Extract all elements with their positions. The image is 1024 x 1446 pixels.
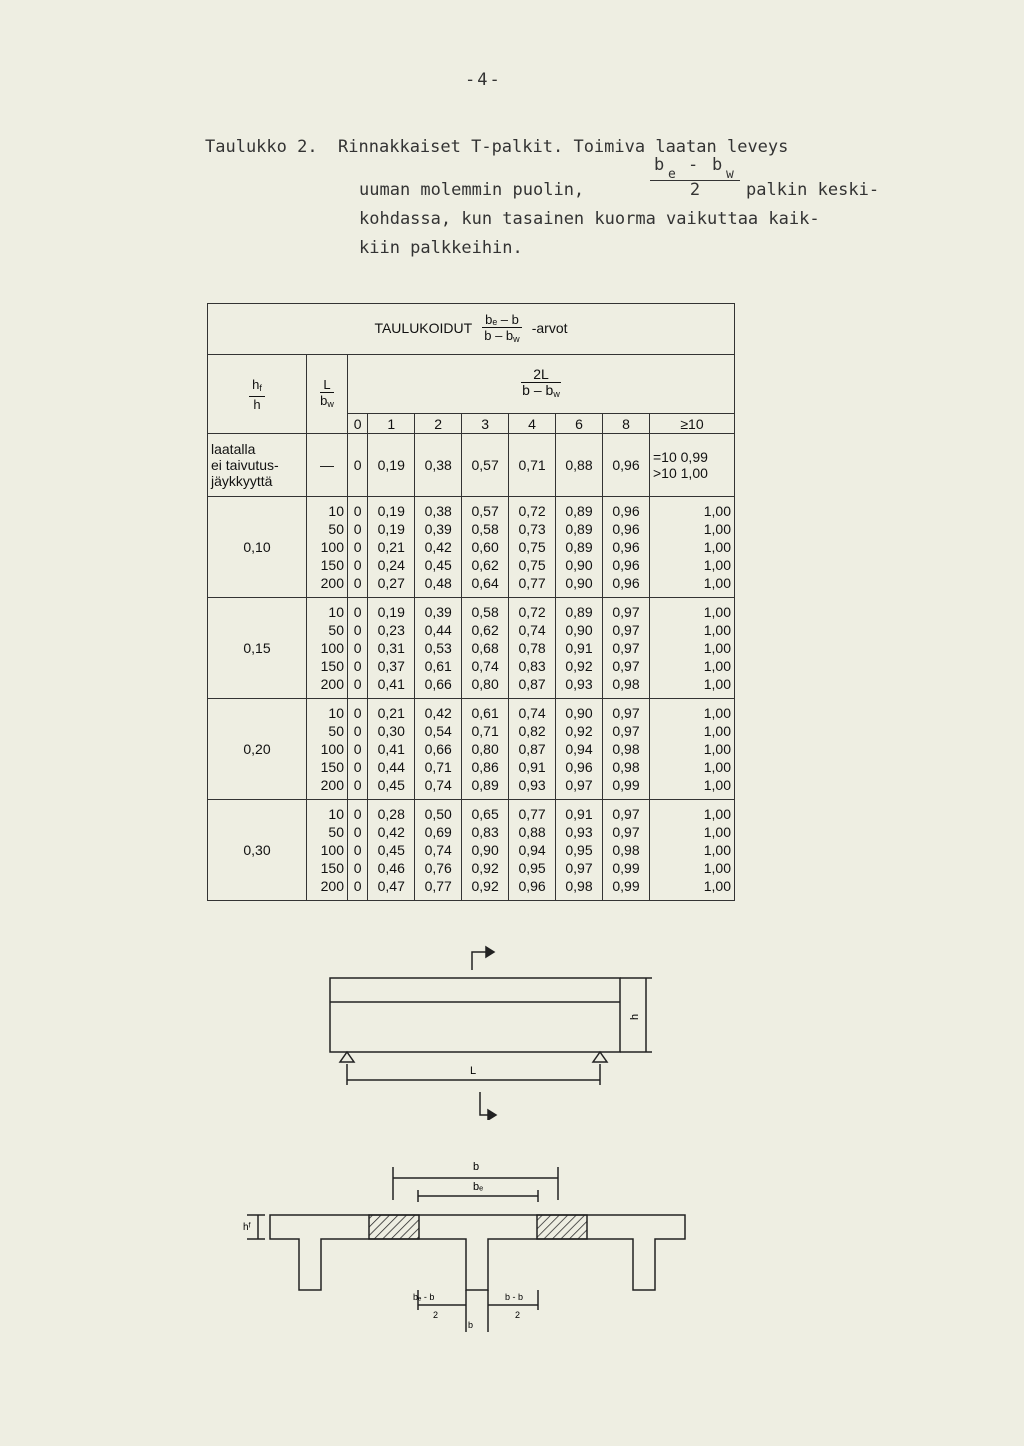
table-cell: 0,74 xyxy=(471,658,499,674)
group-column xyxy=(602,800,649,901)
table-cell: 1,00 xyxy=(703,539,731,555)
table-cell: 0,98 xyxy=(565,878,593,894)
table-cell: 0,73 xyxy=(518,521,546,537)
table-cell: 0,96 xyxy=(612,557,640,573)
group-column xyxy=(650,598,735,699)
group-column xyxy=(509,800,556,901)
2l-header: $\frac{2L}{b - b_w}$ xyxy=(348,355,735,414)
table-cell: 0,41 xyxy=(377,676,405,692)
bw-ratio-table xyxy=(207,303,735,901)
bw-label: b xyxy=(468,1320,474,1330)
table-cell: 200 xyxy=(320,676,344,692)
table-cell: 0,45 xyxy=(377,842,405,858)
group-column xyxy=(602,699,649,800)
table-cell: 0 xyxy=(353,640,362,656)
be-label: bₑ xyxy=(473,1181,484,1193)
table-cell: 0,99 xyxy=(612,878,640,894)
table-cell: 0 xyxy=(353,723,362,739)
table-cell: 0,42 xyxy=(424,539,452,555)
table-cell: 0,71 xyxy=(424,759,452,775)
table-cell: 0,28 xyxy=(377,806,405,822)
beam-outline xyxy=(330,978,620,1052)
group-column xyxy=(650,800,735,901)
column-header: ≥10 xyxy=(650,414,735,434)
table-group xyxy=(208,800,735,901)
table-cell: 0,77 xyxy=(518,806,546,822)
hf-h-value: 0,10 xyxy=(208,497,307,598)
table-cell: 0,92 xyxy=(565,658,593,674)
table-cell: 0 xyxy=(353,777,362,793)
table-cell: 0 xyxy=(353,575,362,591)
group-column xyxy=(509,598,556,699)
left-frac-den: 2 xyxy=(433,1310,439,1320)
right-frac-den: 2 xyxy=(515,1310,521,1320)
table-cell: 0,74 xyxy=(518,705,546,721)
table-cell: 0,97 xyxy=(612,640,640,656)
group-column xyxy=(348,497,368,598)
table-title: TAULUKOIDUT $\frac{\text{bₑ – b}}{b - b_w}$ -arvot xyxy=(208,304,735,355)
table-cell: 1,00 xyxy=(703,658,731,674)
hf-h-value: 0,15 xyxy=(208,598,307,699)
table-cell: 0,72 xyxy=(518,503,546,519)
group-column xyxy=(602,497,649,598)
rigid-dash: — xyxy=(307,434,348,497)
table-cell: 0,97 xyxy=(565,860,593,876)
table-cell: 0,97 xyxy=(612,723,640,739)
table-cell: 0,97 xyxy=(612,622,640,638)
table-cell: 0,41 xyxy=(377,741,405,757)
table-cell: 0,74 xyxy=(518,622,546,638)
table-cell: 0,97 xyxy=(612,806,640,822)
table-cell: 200 xyxy=(320,878,344,894)
table-cell: 100 xyxy=(320,640,344,656)
table-cell: 50 xyxy=(328,521,344,537)
table-cell: 0,96 xyxy=(612,503,640,519)
table-cell: 0,92 xyxy=(471,878,499,894)
table-cell: 0,94 xyxy=(565,741,593,757)
rigid-last-cell: =10 0,99 >10 1,00 xyxy=(650,434,735,497)
group-column xyxy=(462,497,509,598)
table-cell: 0,19 xyxy=(377,503,405,519)
table-cell: 0,96 xyxy=(612,521,640,537)
table-cell: 0,96 xyxy=(612,539,640,555)
table-cell: 0,90 xyxy=(565,575,593,591)
table-cell: 0,77 xyxy=(518,575,546,591)
table-cell: 0,39 xyxy=(424,604,452,620)
hf-label: hᶠ xyxy=(243,1222,251,1233)
table-cell: 0,30 xyxy=(377,723,405,739)
table-cell: 0 xyxy=(353,860,362,876)
table-cell: 0,89 xyxy=(565,604,593,620)
table-cell: 0 xyxy=(353,658,362,674)
table-cell: 0,97 xyxy=(612,604,640,620)
group-column xyxy=(602,598,649,699)
table-cell: 150 xyxy=(320,658,344,674)
table-cell: 0 xyxy=(353,741,362,757)
table-cell: 0,39 xyxy=(424,521,452,537)
table-cell: 150 xyxy=(320,759,344,775)
b-label: b xyxy=(473,1161,480,1173)
table-cell: 0,97 xyxy=(565,777,593,793)
table-cell: 0,61 xyxy=(471,705,499,721)
table-cell: 0,98 xyxy=(612,842,640,858)
hf-h-header: $\frac{h_f}{h}$ xyxy=(208,355,307,434)
table-group xyxy=(208,699,735,800)
table-cell: 0,76 xyxy=(424,860,452,876)
table-cell: 0,19 xyxy=(377,604,405,620)
table-cell: 10 xyxy=(328,503,344,519)
table-cell: 0 xyxy=(353,503,362,519)
caption-line-4: kiin palkkeihin. xyxy=(359,238,523,258)
table-cell: 0,74 xyxy=(424,842,452,858)
table-cell: 0,88 xyxy=(518,824,546,840)
column-header: 6 xyxy=(556,414,603,434)
section-arrow-top xyxy=(486,947,494,957)
table-cell: 0,65 xyxy=(471,806,499,822)
table-cell: 0,60 xyxy=(471,539,499,555)
table-cell: 0,96 xyxy=(565,759,593,775)
table-cell: 10 xyxy=(328,806,344,822)
column-header: 3 xyxy=(462,414,509,434)
table-cell: 0,94 xyxy=(518,842,546,858)
table-cell: 1,00 xyxy=(703,705,731,721)
group-column xyxy=(650,699,735,800)
group-column xyxy=(415,699,462,800)
table-cell: 200 xyxy=(320,575,344,591)
table-cell: 0,19 xyxy=(377,521,405,537)
table-cell: 0 xyxy=(353,604,362,620)
page-number: -4- xyxy=(465,70,502,90)
caption-line-2-end: palkin keski- xyxy=(746,180,880,200)
table-cell: 0,80 xyxy=(471,741,499,757)
table-cell: 1,00 xyxy=(703,777,731,793)
table-cell: 0,66 xyxy=(424,676,452,692)
table-cell: 1,00 xyxy=(703,676,731,692)
group-column xyxy=(415,598,462,699)
table-cell: 0,58 xyxy=(471,521,499,537)
table-cell: 0,75 xyxy=(518,557,546,573)
group-column xyxy=(348,699,368,800)
table-cell: 0,98 xyxy=(612,676,640,692)
hf-h-value: 0,20 xyxy=(208,699,307,800)
table-cell: 0,87 xyxy=(518,676,546,692)
right-frac-num: b - b xyxy=(505,1292,524,1302)
table-cell: 0,80 xyxy=(471,676,499,692)
table-cell: 1,00 xyxy=(703,741,731,757)
table-cell: 0,71 xyxy=(471,723,499,739)
caption-line-1: Taulukko 2. Rinnakkaiset T-palkit. Toimiva laatan leveys xyxy=(205,137,789,157)
column-header: 1 xyxy=(368,414,415,434)
table-title-row xyxy=(208,304,735,355)
left-frac-num: bₑ - b xyxy=(413,1292,435,1302)
hf-h-value: 0,30 xyxy=(208,800,307,901)
tbeam-outline xyxy=(270,1215,685,1290)
table-cell: 0,72 xyxy=(518,604,546,620)
group-column xyxy=(556,598,603,699)
table-cell: 0,87 xyxy=(518,741,546,757)
hatch-right xyxy=(537,1215,587,1239)
table-cell: 0 xyxy=(353,539,362,555)
table-cell: 0,96 xyxy=(518,878,546,894)
table-cell: 0,53 xyxy=(424,640,452,656)
table-cell: 0,74 xyxy=(424,777,452,793)
table-cell: 0,69 xyxy=(424,824,452,840)
table-cell: 0,93 xyxy=(565,824,593,840)
table-cell: 0,38 xyxy=(424,503,452,519)
table-cell: 1,00 xyxy=(703,521,731,537)
table-cell: 0,62 xyxy=(471,622,499,638)
column-header: 2 xyxy=(415,414,462,434)
group-column xyxy=(348,800,368,901)
table-cell: 0,21 xyxy=(377,705,405,721)
group-column xyxy=(556,699,603,800)
table-cell: 0,91 xyxy=(518,759,546,775)
table-cell: 0 xyxy=(353,557,362,573)
table-cell: 0,99 xyxy=(612,777,640,793)
table-cell: 0,78 xyxy=(518,640,546,656)
table-cell: 0 xyxy=(353,806,362,822)
table-cell: 0,99 xyxy=(612,860,640,876)
table-cell: 0,58 xyxy=(471,604,499,620)
table-cell: 150 xyxy=(320,557,344,573)
table-cell: 1,00 xyxy=(703,842,731,858)
table-cell: 0,95 xyxy=(518,860,546,876)
table-cell: 0,21 xyxy=(377,539,405,555)
table-cell: 1,00 xyxy=(703,860,731,876)
table-group xyxy=(208,497,735,598)
caption-line-2-start: uuman molemmin puolin, xyxy=(359,180,585,200)
table-cell: 1,00 xyxy=(703,824,731,840)
table-cell: 1,00 xyxy=(703,557,731,573)
table-cell: 0,83 xyxy=(471,824,499,840)
group-column xyxy=(650,497,735,598)
table-cell: 0,93 xyxy=(518,777,546,793)
table-cell: 10 xyxy=(328,705,344,721)
table-cell: 1,00 xyxy=(703,622,731,638)
table-cell: 0,44 xyxy=(424,622,452,638)
table-cell: 0,64 xyxy=(471,575,499,591)
table-cell: 0,89 xyxy=(471,777,499,793)
hatch-left xyxy=(369,1215,419,1239)
group-column xyxy=(368,699,415,800)
table-cell: 0,82 xyxy=(518,723,546,739)
table-cell: 1,00 xyxy=(703,759,731,775)
table-cell: 1,00 xyxy=(703,806,731,822)
table-cell: 0,23 xyxy=(377,622,405,638)
table-cell: 0 xyxy=(353,759,362,775)
group-column xyxy=(415,800,462,901)
rigid-label: laatalla ei taivutus- jäykkyyttä xyxy=(208,434,307,497)
table-cell: 0 xyxy=(353,824,362,840)
table-cell: 50 xyxy=(328,824,344,840)
table-cell: 0,37 xyxy=(377,658,405,674)
h-label: h xyxy=(629,1013,641,1020)
table-cell: 0 xyxy=(353,676,362,692)
table-cell: 0,83 xyxy=(518,658,546,674)
table-cell: 0,97 xyxy=(612,658,640,674)
table-cell: 0,54 xyxy=(424,723,452,739)
table-cell: 100 xyxy=(320,539,344,555)
table-cell: 1,00 xyxy=(703,640,731,656)
group-column xyxy=(307,699,348,800)
group-column xyxy=(509,497,556,598)
table-cell: 0,90 xyxy=(565,557,593,573)
table-cell: 0,47 xyxy=(377,878,405,894)
table-cell: 100 xyxy=(320,741,344,757)
beam-elevation-diagram xyxy=(320,940,660,1120)
table-cell: 200 xyxy=(320,777,344,793)
support-right xyxy=(593,1052,607,1062)
table-cell: 150 xyxy=(320,860,344,876)
table-cell: 0,86 xyxy=(471,759,499,775)
table-cell: 0,75 xyxy=(518,539,546,555)
table-cell: 0,89 xyxy=(565,503,593,519)
table-cell: 0,61 xyxy=(424,658,452,674)
caption-line-3: kohdassa, kun tasainen kuorma vaikuttaa kaik- xyxy=(359,209,820,229)
table-cell: 0,89 xyxy=(565,539,593,555)
support-left xyxy=(340,1052,354,1062)
table-cell: 0,98 xyxy=(612,741,640,757)
table-cell: 0,96 xyxy=(612,575,640,591)
table-cell: 1,00 xyxy=(703,878,731,894)
table-cell: 0,90 xyxy=(565,622,593,638)
group-column xyxy=(556,800,603,901)
table-cell: 1,00 xyxy=(703,604,731,620)
table-cell: 0,45 xyxy=(424,557,452,573)
table-cell: 0,91 xyxy=(565,640,593,656)
group-column xyxy=(348,598,368,699)
table-cell: 0 xyxy=(353,878,362,894)
table-cell: 0,77 xyxy=(424,878,452,894)
group-column xyxy=(368,598,415,699)
group-column xyxy=(368,800,415,901)
table-cell: 0,46 xyxy=(377,860,405,876)
group-column xyxy=(462,598,509,699)
table-cell: 0 xyxy=(353,622,362,638)
l-label: L xyxy=(470,1065,477,1077)
table-cell: 0,50 xyxy=(424,806,452,822)
table-cell: 0,31 xyxy=(377,640,405,656)
table-cell: 0,89 xyxy=(565,521,593,537)
table-cell: 50 xyxy=(328,622,344,638)
table-cell: 50 xyxy=(328,723,344,739)
table-cell: 1,00 xyxy=(703,723,731,739)
group-column xyxy=(462,699,509,800)
table-cell: 0,92 xyxy=(565,723,593,739)
table-cell: 0,97 xyxy=(612,824,640,840)
group-column xyxy=(462,800,509,901)
table-cell: 10 xyxy=(328,604,344,620)
table-group xyxy=(208,598,735,699)
table-cell: 0,93 xyxy=(565,676,593,692)
table-cell: 0,44 xyxy=(377,759,405,775)
group-column xyxy=(307,497,348,598)
table-cell: 0,57 xyxy=(471,503,499,519)
table-cell: 0,24 xyxy=(377,557,405,573)
table-cell: 0,95 xyxy=(565,842,593,858)
table-cell: 0,98 xyxy=(612,759,640,775)
table-cell: 0,68 xyxy=(471,640,499,656)
group-column xyxy=(415,497,462,598)
table-cell: 0,62 xyxy=(471,557,499,573)
group-column xyxy=(307,598,348,699)
table-cell: 0 xyxy=(353,521,362,537)
table-cell: 100 xyxy=(320,842,344,858)
table-cell: 0,91 xyxy=(565,806,593,822)
table-cell: 1,00 xyxy=(703,575,731,591)
group-column xyxy=(509,699,556,800)
table-cell: 0,42 xyxy=(377,824,405,840)
rigid-row: laatalla ei taivutus- jäykkyyttä — 0 0,19 0,38 0,57 0,71 0,88 0,96 =10 0,99 >10 1,00 xyxy=(208,434,735,497)
table-cell: 0,90 xyxy=(565,705,593,721)
table-cell: 0 xyxy=(353,705,362,721)
l-bw-header: $\frac{L}{b_w}$ xyxy=(307,355,348,434)
column-header: 8 xyxy=(602,414,649,434)
group-column xyxy=(556,497,603,598)
column-header: 4 xyxy=(509,414,556,434)
table-cell: 0,92 xyxy=(471,860,499,876)
table-cell: 1,00 xyxy=(703,503,731,519)
caption-fraction: b e - b w 2 xyxy=(650,160,740,199)
table-cell: 0,97 xyxy=(612,705,640,721)
group-column xyxy=(368,497,415,598)
table-cell: 0,66 xyxy=(424,741,452,757)
table-cell: 0,45 xyxy=(377,777,405,793)
table-cell: 0,48 xyxy=(424,575,452,591)
group-column xyxy=(307,800,348,901)
tbeam-cross-section-diagram xyxy=(225,1150,695,1335)
table-cell: 0,90 xyxy=(471,842,499,858)
table-cell: 0,27 xyxy=(377,575,405,591)
table-cell: 0 xyxy=(353,842,362,858)
column-header: 0 xyxy=(348,414,368,434)
table-cell: 0,42 xyxy=(424,705,452,721)
